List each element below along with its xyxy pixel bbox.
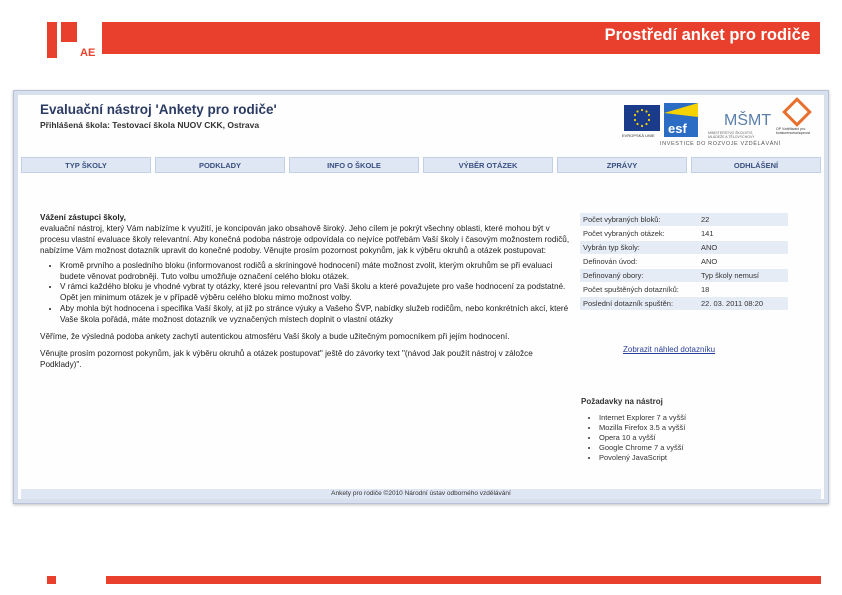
stat-label: Počet vybraných bloků:: [583, 215, 661, 224]
stats-table: [580, 213, 788, 311]
table-row: [580, 213, 788, 227]
op-caption: OP Vzdělávání pro konkurenceschopnost: [776, 127, 811, 135]
app-screenshot: [13, 90, 829, 504]
stat-label: Definovaný obory:: [583, 271, 644, 280]
stat-value: 18: [701, 285, 710, 294]
msmt-caption: MINISTERSTVO ŠKOLSTVÍ, MLÁDEŽE A TĚLOVÝCHOVY: [708, 131, 755, 139]
esf-text: esf: [668, 121, 687, 136]
nav-zpravy[interactable]: ZPRÁVY: [557, 157, 687, 173]
footer-bar: [106, 576, 821, 584]
page-title: Evaluační nástroj 'Ankety pro rodiče': [40, 102, 277, 117]
nav-vyber-otazek[interactable]: VÝBĚR OTÁZEK: [423, 157, 553, 173]
stat-value: ANO: [701, 257, 718, 266]
app-footer: Ankety pro rodiče ©2010 Národní ústav odborného vzdělávání: [21, 489, 821, 499]
table-row: [580, 269, 788, 283]
list-item: • Internet Explorer 7 a vyšší: [599, 413, 686, 423]
table-row: [580, 241, 788, 255]
ae-logo-icon: [47, 22, 95, 58]
stat-value: 22: [701, 215, 710, 224]
list-item: • Kromě prvního a posledního bloku (informovanost rodičů a skríningové hodnocení) máte možnost zvolit, kterým okruhům se při evaluaci budete věnovat podrobněji. Tuto volbu umožňuje označení celého bloku otázek.: [60, 261, 570, 283]
stat-value: Typ školy nemusí: [701, 271, 759, 280]
header-bar: [102, 22, 820, 54]
stat-label: Počet spuštěných dotazníků:: [583, 285, 679, 294]
greeting: Vážení zástupci školy,: [40, 213, 126, 222]
stat-value: 141: [701, 229, 714, 238]
msmt-text: MŠMT: [724, 112, 772, 129]
list-item: • Opera 10 a vyšší: [599, 433, 686, 443]
eu-caption: EVROPSKÁ UNIE: [622, 133, 655, 138]
note-paragraph: Věnujte prosím pozornost pokynům, jak k výběru okruhů a otázek postupovat" ještě do závorky text "(návod Jak použít nástroj v záložce Podklady)".: [40, 348, 533, 369]
stat-value: ANO: [701, 243, 718, 252]
requirements-title: Požadavky na nástroj: [581, 397, 663, 406]
slide-title: Prostředí anket pro rodiče: [604, 26, 810, 44]
invest-caption: INVESTICE DO ROZVOJE VZDĚLÁVÁNÍ: [660, 141, 781, 147]
stat-label: Vybrán typ školy:: [583, 243, 640, 252]
nav-typ-skoly[interactable]: TYP ŠKOLY: [21, 157, 151, 173]
list-item: • Mozilla Firefox 3.5 a vyšší: [599, 423, 686, 433]
requirements-list: [581, 413, 686, 463]
tagline: Cesta ke kvalitě: [113, 45, 201, 56]
stat-label: Počet vybraných otázek:: [583, 229, 665, 238]
logged-school: Přihlášená škola: Testovací škola NUOV CKK, Ostrava: [40, 120, 260, 130]
nav-podklady[interactable]: PODKLADY: [155, 157, 285, 173]
app-window: [18, 95, 824, 499]
nav-info-o-skole[interactable]: INFO O ŠKOLE: [289, 157, 419, 173]
esf-logo-icon: [664, 103, 698, 137]
nav-odhlaseni[interactable]: ODHLÁŠENÍ: [691, 157, 821, 173]
stat-value: 22. 03. 2011 08:20: [701, 299, 763, 308]
table-row: [580, 283, 788, 297]
footer-square: [47, 576, 56, 584]
ae-logo-letters: AE: [80, 47, 96, 59]
main-nav: [21, 157, 821, 173]
list-item: • Google Chrome 7 a vyšší: [599, 443, 686, 453]
preview-link[interactable]: Zobrazit náhled dotazníku: [623, 345, 716, 354]
intro-content: [40, 213, 570, 371]
list-item: • Povolený JavaScript: [599, 453, 686, 463]
closing-paragraph: Věříme, že výsledná podoba ankety zachytí autentickou atmosféru Vaší školy a bude užitečným pomocníkem při jejím hodnocení.: [40, 332, 510, 342]
intro-paragraph: evaluační nástroj, který Vám nabízíme k využití, je koncipován jako obsahově široký. Jeho cílem je pokrýt všechny oblasti, které mohou být v procesu vlastní evaluace školy relevantní. Aby konečná podoba nástroje odpovídala co nejvíce potřebám Vaší školy i časovým možnostem rodičů, nabízíme Vám možnost dotazník upravit do konečné podoby. Věnujte prosím pozornost pokynům, jak k výběru okruhů a otázek postupovat:: [40, 223, 570, 255]
stat-label: Definován úvod:: [583, 257, 638, 266]
op-logo-icon: [784, 99, 812, 125]
instructions-list: [40, 261, 570, 326]
list-item: • V rámci každého bloku je vhodné vybrat ty otázky, které jsou relevantní pro Vaši školu a které považujete pro vaše hodnocení za podstatné. Opět jen minimum otázek je v případě výběru celého bloku mimo možnost volby.: [60, 282, 570, 304]
eu-flag-icon: [624, 105, 660, 131]
table-row: [580, 255, 788, 269]
table-row: [580, 297, 788, 311]
msmt-logo-icon: [722, 99, 772, 135]
list-item: • Aby mohla být hodnocena i specifika Vaší školy, at již po stránce výuky a Vašeho ŠVP, nabídky služeb rodičům, nebo konkrétních akcí, které Vaše škola pořádá, máte možnost dotazník ve vyznačených místech doplnit o vlastní otázky: [60, 304, 570, 326]
stat-label: Poslední dotazník spuštěn:: [583, 299, 674, 308]
table-row: [580, 227, 788, 241]
